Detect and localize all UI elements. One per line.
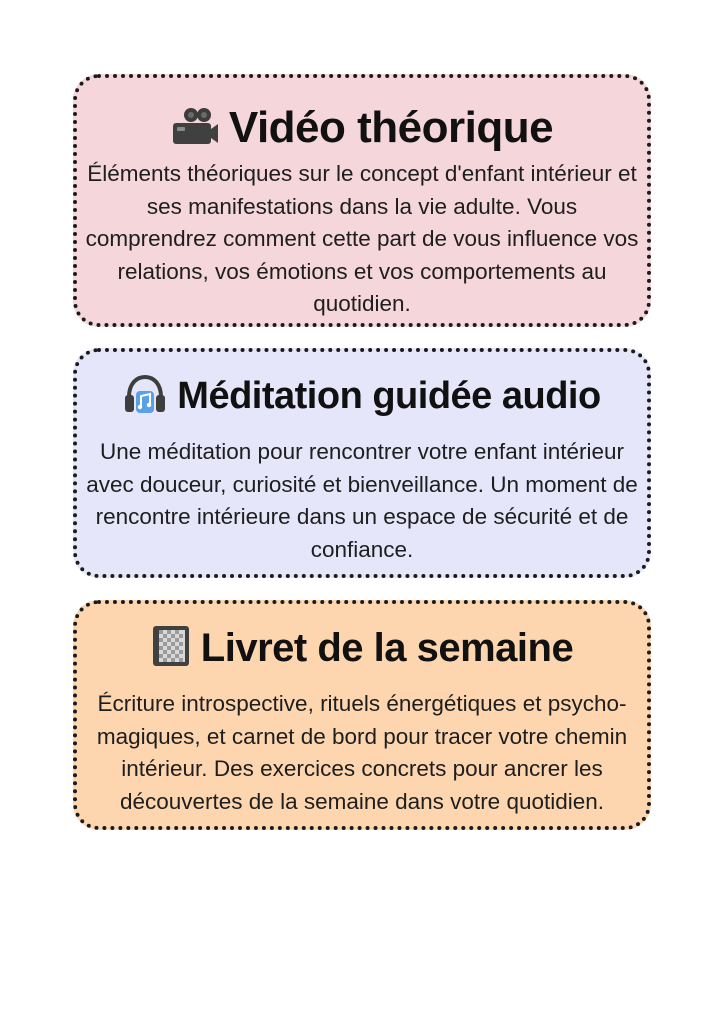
notebook-icon	[151, 624, 191, 673]
card-meditation-audio	[73, 348, 651, 578]
card-livret-semaine	[73, 600, 651, 830]
card-description: Une méditation pour rencontrer votre enfant intérieur avec douceur, curiosité et bienveillance. Un moment de rencontre intérieure dans un espace de sécurité et de confiance.	[86, 439, 638, 562]
card-title: Livret de la semaine	[200, 626, 574, 670]
card-header	[79, 370, 645, 422]
card-video-theorique	[73, 74, 651, 327]
card-header	[79, 622, 645, 674]
headphones-music-icon	[123, 373, 167, 420]
card-header	[79, 100, 645, 156]
card-title: Méditation guidée audio	[177, 375, 601, 417]
card-description: Éléments théoriques sur le concept d'enfant intérieur et ses manifestations dans la vie adulte. Vous comprendrez comment cette part de vous influence vos relations, vos émotions et vos comportements au quotidien.	[85, 161, 639, 316]
video-camera-icon	[171, 106, 219, 151]
card-title: Vidéo théorique	[228, 103, 554, 152]
card-description: Écriture introspective, rituels énergétiques et psycho-magiques, et carnet de bord pour tracer votre chemin intérieur. Des exercices concrets pour ancrer les découvertes de la semaine dans votre quotidien.	[96, 691, 628, 814]
